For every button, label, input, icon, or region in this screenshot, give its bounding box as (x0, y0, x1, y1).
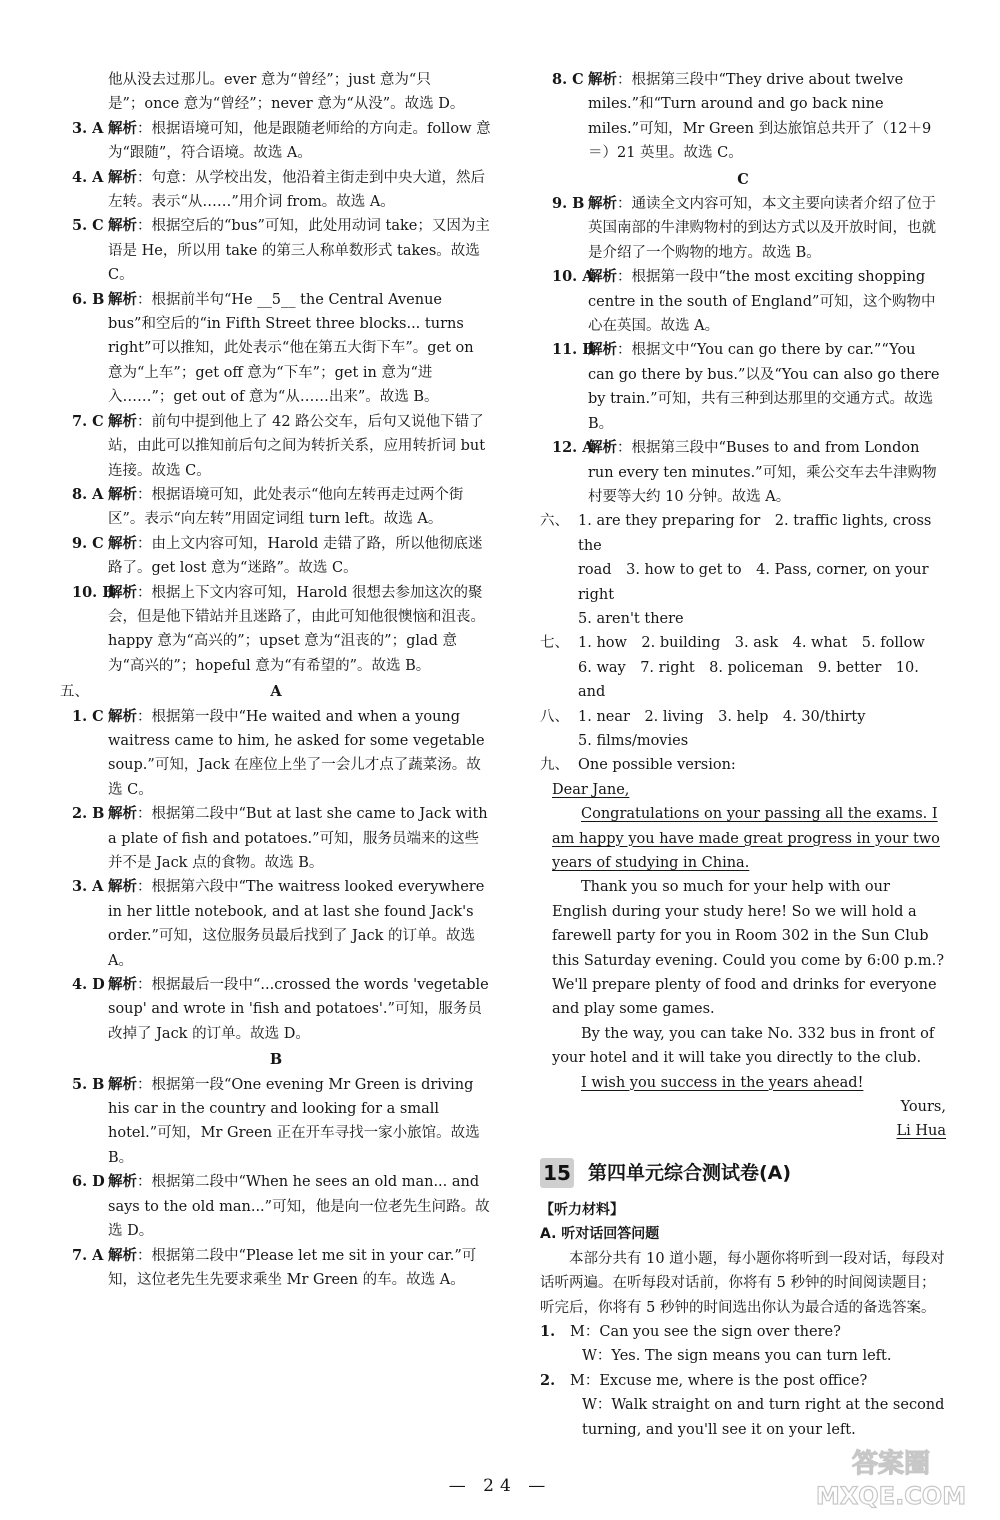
letter-salutation: Dear Jane, (552, 781, 630, 798)
analysis-label: 解析 (108, 1246, 137, 1264)
analysis-label: 解析 (108, 412, 137, 430)
analysis-label: 解析 (108, 707, 137, 725)
dialogue-woman: W：Yes. The sign means you can turn left. (582, 1348, 892, 1365)
analysis-text: ：根据文中“You can go there by car.”“You can go there by bus.”以及“You can also go there by train.”可知，共有三种到达那里的交通方式。故选 B。 (588, 342, 940, 432)
answer-item (540, 338, 946, 436)
answer-number: 3. A (72, 878, 104, 896)
answer-number: 4. A (72, 168, 104, 186)
section-five (60, 680, 492, 704)
letter-paragraph-3: By the way, you can take No. 332 bus in front of your hotel and it will take you directly to the club. (552, 1025, 935, 1067)
answer-item (60, 214, 492, 287)
listening-instructions: 本部分共有 10 道小题，每小题你将听到一段对话，每段对话听两遍。在听每段对话前，你将有 5 秒钟的时间阅读题目；听完后，你将有 5 秒钟的时间选出你认为最合适的备选答案。 (540, 1250, 945, 1316)
analysis-label: 解析 (108, 119, 137, 137)
text-line: 是”；once 意为“曾经”；never 意为“从没”。故选 D。 (108, 96, 465, 113)
answer-item (60, 483, 492, 532)
section-five-mark: 五、 (60, 684, 89, 701)
unit-title-text: 第四单元综合测试卷(A) (588, 1161, 792, 1184)
answer-row: 1. near 2. living 3. help 4. 30/thirty (578, 708, 866, 725)
answer-number: 9. B (552, 195, 585, 213)
subsection-a-label: A (270, 683, 282, 701)
letter-paragraph-1: Congratulations on your passing all the exams. I am happy you have made great progress in your two years of studying in China. (552, 806, 940, 871)
answer-number: 7. A (72, 1246, 104, 1264)
analysis-label: 解析 (108, 485, 137, 503)
answer-row: 5. aren't there (578, 610, 684, 627)
analysis-text: ：根据第一段中“the most exciting shopping centre in the south of England”可知，这个购物中心在英国。故选 A。 (588, 269, 936, 335)
section-eight (540, 705, 946, 754)
answer-number: 2. B (72, 805, 105, 823)
intro-continuation (60, 68, 492, 117)
analysis-text: ：通读全文内容可知，本文主要向读者介绍了位于英国南部的牛津购物村的到达方式以及开放时间，也就是介绍了一个购物的地方。故选 B。 (588, 196, 936, 261)
answer-item (60, 532, 492, 581)
answer-item (60, 705, 492, 803)
analysis-label: 解析 (108, 583, 137, 601)
analysis-label: 解析 (588, 195, 617, 213)
watermark-graphic (796, 1442, 986, 1512)
section-nine-mark: 九、 (540, 757, 569, 774)
answer-number: 7. C (72, 412, 104, 430)
listening-heading: 【听力材料】 (540, 1201, 624, 1218)
section-eight-mark: 八、 (540, 708, 569, 725)
answer-item (60, 1073, 492, 1171)
answer-number: 1. C (72, 707, 104, 725)
analysis-label: 解析 (588, 268, 617, 286)
watermark-top-text: 答案圈 (851, 1449, 931, 1479)
dialogue-line-m (540, 1320, 946, 1344)
answer-item (540, 436, 946, 509)
answer-number: 8. A (72, 485, 104, 503)
letter-closing: Yours, (900, 1099, 946, 1116)
section-seven-mark: 七、 (540, 635, 569, 652)
analysis-label: 解析 (108, 1075, 137, 1093)
analysis-text: ：根据第三段中“Buses to and from London run every ten minutes.”可知，乘公交车去牛津购物村要等大约 10 分钟。故选 A。 (588, 440, 937, 505)
answer-item (60, 1244, 492, 1293)
answer-item (540, 265, 946, 338)
dialogue-man: M：Excuse me, where is the post office? (570, 1372, 868, 1389)
left-column (60, 68, 492, 1292)
analysis-text: ：根据第六段中“The waitress looked everywhere in her little notebook, and at last she found Jack's order.”可知，这位服务员最后找到了 Jack 的订单。故选 A。 (108, 879, 485, 969)
analysis-text: ：根据第二段中“But at last she came to Jack with a plate of fish and potatoes.”可知，服务员端来的这些并不是 Jack 点的食物。故选 B。 (108, 806, 488, 871)
page-number: — 24 — (448, 1476, 552, 1496)
answer-number: 10. B (72, 583, 115, 601)
analysis-text: ：根据第二段中“When he sees an old man... and says to the old man...”可知，他是向一位老先生问路。故选 D。 (108, 1174, 490, 1240)
analysis-text: ：根据第一段“One evening Mr Green is driving his car in the country and looking for a small hotel.”可知，Mr Green 正在开车寻找一家小旅馆。故选 B。 (108, 1076, 480, 1166)
section-nine (540, 753, 946, 777)
analysis-label: 解析 (108, 290, 137, 308)
section-six (540, 509, 946, 631)
analysis-label: 解析 (108, 878, 137, 896)
subsection-b-label: B (269, 1051, 283, 1069)
section-six-mark: 六、 (540, 513, 569, 530)
letter-paragraph-4: I wish you success in the years ahead! (581, 1074, 864, 1091)
answer-row: 1. are they preparing for 2. traffic lights, cross the (578, 513, 932, 554)
dialogue (540, 1320, 946, 1369)
answer-item (540, 192, 946, 265)
answer-number: 11. B (552, 341, 595, 359)
text-line: 他从没去过那儿。ever 意为“曾经”；just 意为“只 (108, 72, 431, 88)
answer-number: 6. B (72, 290, 105, 308)
answer-row: 6. way 7. right 8. policeman 9. better 10. and (578, 659, 919, 701)
answer-item (60, 166, 492, 215)
analysis-label: 解析 (108, 805, 137, 823)
answer-item (60, 875, 492, 973)
analysis-text: ：根据第一段中“He waited and when a young waitress came to him, he asked for some vegetable soup.”可知，Jack 在座位上坐了一会儿才点了蔬菜汤。故选 C。 (108, 708, 485, 798)
answer-number: 6. D (72, 1173, 105, 1191)
analysis-text: ：根据语境可知，他是跟随老师给的方向走。follow 意为“跟随”，符合语境。故选 A。 (108, 120, 491, 162)
analysis-text: ：前句中提到他上了 42 路公交车，后句又说他下错了站，由此可以推知前后句之间为转折关系，应用转折词 but 连接。故选 C。 (108, 413, 486, 479)
analysis-text: ：根据语境可知，此处表示“他向左转再走过两个街区”。表示“向左转”用固定词组 turn left。故选 A。 (108, 486, 464, 528)
sample-letter (540, 778, 946, 1144)
analysis-label: 解析 (108, 217, 137, 235)
analysis-label: 解析 (588, 341, 617, 359)
analysis-text: ：根据第三段中“They drive about twelve miles.”和“Turn around and go back nine miles.”可知，Mr Green 到达旅馆总共开了（12＋9＝）21 英里。故选 C。 (588, 72, 932, 162)
answer-row: 1. how 2. building 3. ask 4. what 5. follow (578, 635, 925, 652)
essay-intro: One possible version: (578, 757, 736, 774)
answer-item (60, 117, 492, 166)
answer-item (60, 973, 492, 1046)
dialogue (540, 1369, 946, 1442)
analysis-label: 解析 (588, 439, 617, 457)
right-column (540, 68, 946, 1442)
dialogue-list (540, 1320, 946, 1442)
analysis-text: ：根据第二段中“Please let me sit in your car.”可知，这位老先生先要求乘坐 Mr Green 的车。故选 A。 (108, 1247, 477, 1288)
analysis-text: ：根据最后一段中“...crossed the words 'vegetable soup' and wrote in 'fish and potatoes'.”可知，服务员改掉了 Jack 的订单。故选 D。 (108, 977, 489, 1042)
unit-title (540, 1158, 946, 1188)
answer-item (60, 410, 492, 483)
analysis-text: ：由上文内容可知，Harold 走错了路，所以他彻底迷路了。get lost 意为“迷路”。故选 C。 (108, 535, 483, 577)
answer-item (60, 288, 492, 410)
analysis-text: ：根据上下文内容可知，Harold 很想去参加这次的聚会，但是他下错站并且迷路了，由此可知他很懊恼和沮丧。happy 意为“高兴的”；upset 意为“沮丧的”；glad 意为“高兴的”；hopeful 意为“有希望的”。故选 B。 (108, 584, 485, 674)
unit-number-badge: 15 (540, 1158, 574, 1188)
letter-paragraph-2: Thank you so much for your help with our English during your study here! So we will hold a farewell party for you in Room 302 in the Sun Club this Saturday evening. Could you come by 6:00 p.m.? We'll prepare plenty of food and drinks for everyone and play some games. (552, 879, 945, 1018)
answer-item (60, 581, 492, 679)
subsection-c-label: C (737, 170, 749, 188)
dialogue-man: M：Can you see the sign over there? (570, 1323, 841, 1340)
answer-number: 4. D (72, 976, 105, 994)
section-seven (540, 631, 946, 704)
analysis-text: ：句意：从学校出发，他沿着主街走到中央大道，然后左转。表示“从……”用介词 from。故选 A。 (108, 169, 485, 211)
dialogue-number: 2. (540, 1371, 556, 1389)
analysis-text: ：根据前半句“He __5__ the Central Avenue bus”和空后的“in Fifth Street three blocks... turns right”可以推知，此处表示“他在第五大街下车”。get on 意为“上车”；get off 意为“下车”；get in 意为“进入……”；get out of 意为“从……出来”。故选 B。 (108, 291, 474, 406)
analysis-label: 解析 (108, 168, 137, 186)
answer-number: 5. C (72, 217, 104, 235)
dialogue-number: 1. (540, 1322, 556, 1340)
answer-row: 5. films/movies (578, 732, 689, 749)
letter-signature: Li Hua (896, 1123, 946, 1140)
answer-item (60, 1170, 492, 1243)
answer-number: 8. C (552, 71, 584, 88)
analysis-label: 解析 (108, 534, 137, 552)
answer-number: 9. C (72, 534, 104, 552)
listening-part-a: A. 听对话回答问题 (540, 1226, 660, 1243)
analysis-text: ：根据空后的“bus”可知，此处用动词 take；又因为主语是 He，所以用 take 的第三人称单数形式 takes。故选 C。 (108, 218, 490, 284)
watermark-logo (796, 1442, 986, 1512)
answer-number: 10. A (552, 268, 594, 286)
analysis-label: 解析 (588, 71, 617, 88)
answer-item (540, 68, 946, 166)
answer-number: 3. A (72, 119, 104, 137)
dialogue-woman: W：Walk straight on and turn right at the second turning, and you'll see it on your left. (582, 1397, 945, 1438)
answer-row: road 3. how to get to 4. Pass, corner, on your right (578, 562, 929, 603)
answer-item (60, 802, 492, 875)
watermark-text: MXQE.COM (815, 1482, 967, 1510)
answer-number: 12. A (552, 439, 594, 457)
answer-number: 5. B (72, 1075, 105, 1093)
dialogue-line-m (540, 1369, 946, 1393)
analysis-label: 解析 (108, 976, 137, 994)
analysis-label: 解析 (108, 1173, 137, 1191)
